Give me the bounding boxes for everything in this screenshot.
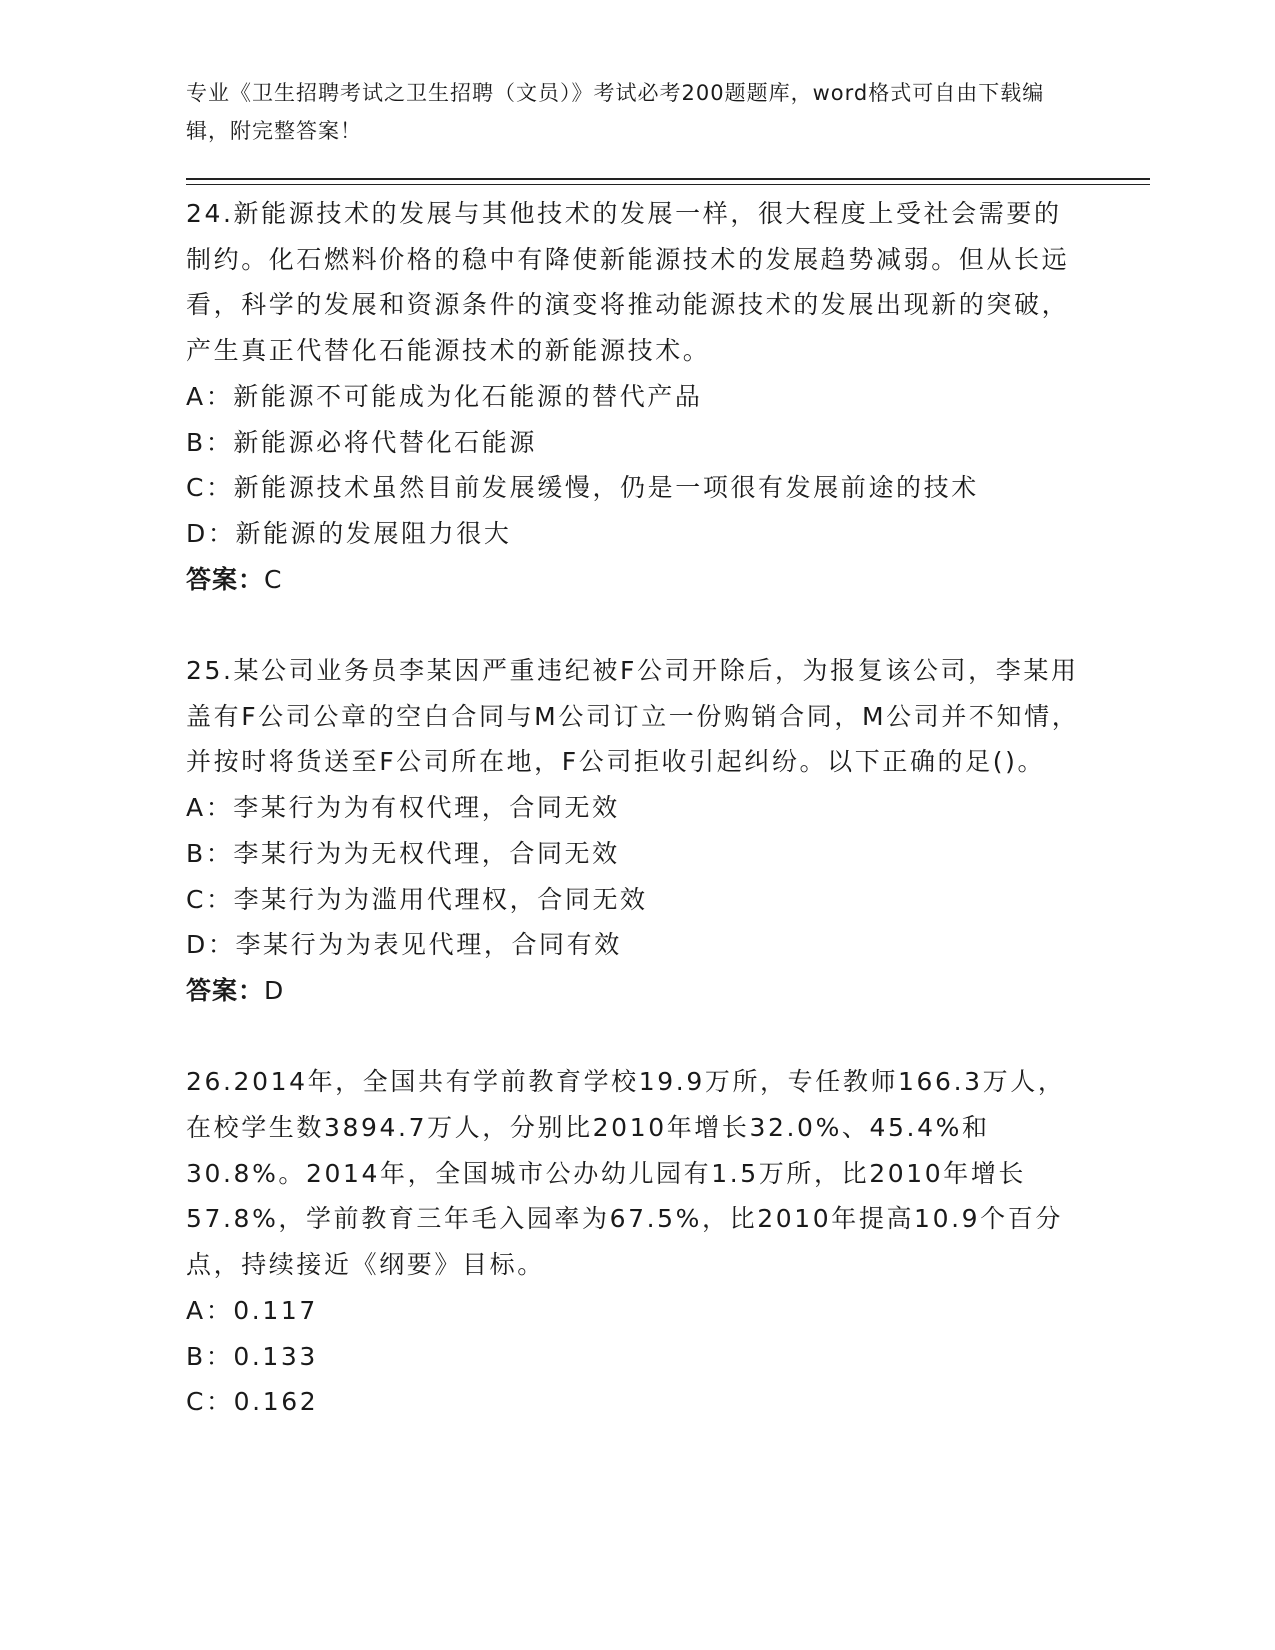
question-25 — [186, 648, 1086, 1059]
option-b: B：李某行为为无权代理，合同无效 — [186, 838, 620, 868]
option-a: A：新能源不可能成为化石能源的替代产品 — [186, 381, 703, 411]
option-b: B：新能源必将代替化石能源 — [186, 427, 537, 457]
header-rule-thick — [186, 178, 1150, 180]
option-a: A：李某行为为有权代理，合同无效 — [186, 793, 620, 823]
answer-line — [186, 968, 1086, 1014]
answer-line — [186, 557, 1086, 603]
option-c: C：0.162 — [186, 1387, 319, 1417]
option-a: A：0.117 — [186, 1295, 318, 1325]
answer-label: 答案： — [186, 975, 265, 1005]
option-c: C：李某行为为滥用代理权，合同无效 — [186, 884, 648, 914]
header-rule-thin — [186, 184, 1150, 185]
option-c: C：新能源技术虽然目前发展缓慢，仍是一项很有发展前途的技术 — [186, 473, 979, 503]
question-stem: 25.某公司业务员李某因严重违纪被F公司开除后，为报复该公司，李某用盖有F公司公章的空白合同与M公司订立一份购销合同，M公司并不知情，并按时将货送至F公司所在地，F公司拒收引起纠纷。以下正确的足()。 — [186, 656, 1080, 777]
question-24 — [186, 191, 1086, 648]
answer-value: D — [264, 975, 285, 1005]
question-spacer — [186, 1014, 1086, 1060]
question-spacer — [186, 602, 1086, 648]
answer-value: C — [264, 564, 283, 594]
document-header: 专业《卫生招聘考试之卫生招聘（文员）》考试必考200题题库，word格式可自由下载编辑，附完整答案！ — [186, 81, 1045, 143]
question-26 — [186, 1059, 1086, 1425]
option-d: D：新能源的发展阻力很大 — [186, 518, 512, 548]
answer-label: 答案： — [186, 564, 265, 594]
question-list — [186, 191, 1086, 1425]
question-stem: 26.2014年，全国共有学前教育学校19.9万所，专任教师166.3万人，在校学生数3894.7万人，分别比2010年增长32.0%、45.4%和30.8%。2014年，全国城市公办幼儿园有1.5万所，比2010年增长57.8%，学前教育三年毛入园率为67.5%，比2010年提高10.9个百分点，持续接近《纲要》目标。 — [186, 1067, 1066, 1280]
option-b: B：0.133 — [186, 1341, 318, 1371]
question-stem: 24.新能源技术的发展与其他技术的发展一样，很大程度上受社会需要的制约。化石燃料价格的稳中有降使新能源技术的发展趋势减弱。但从长远看，科学的发展和资源条件的演变将推动能源技术的发展出现新的突破，产生真正代替化石能源技术的新能源技术。 — [186, 199, 1070, 366]
option-d: D：李某行为为表见代理，合同有效 — [186, 930, 622, 960]
